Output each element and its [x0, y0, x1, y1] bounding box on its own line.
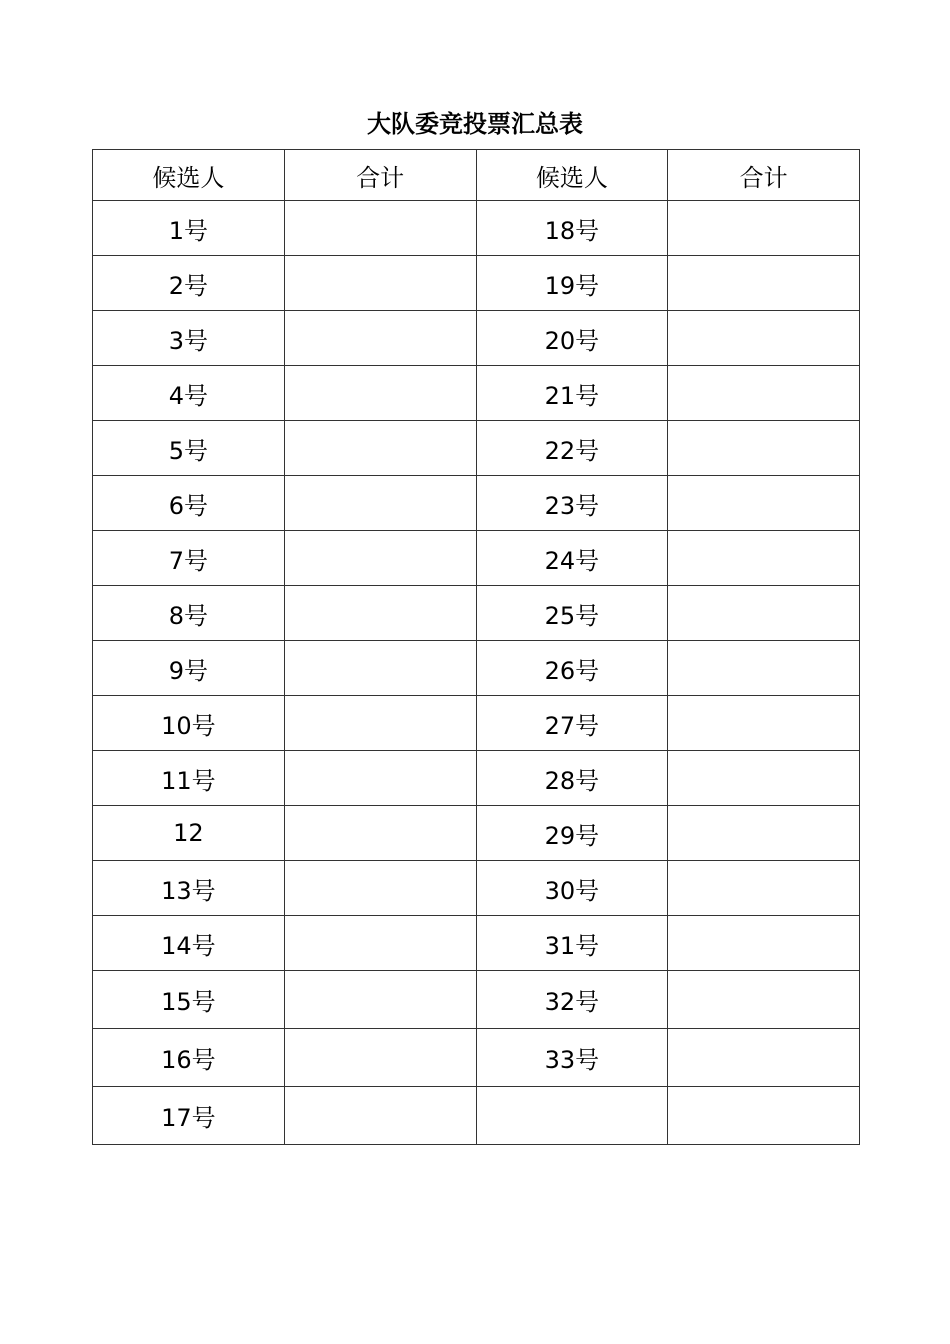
total-cell-left[interactable]	[284, 806, 476, 861]
total-cell-left[interactable]	[284, 366, 476, 421]
candidate-cell-right: 24号	[476, 531, 668, 586]
candidate-cell-left: 12	[93, 806, 285, 861]
total-cell-right[interactable]	[668, 641, 860, 696]
candidate-cell-right: 32号	[476, 971, 668, 1029]
table-row	[93, 1087, 860, 1145]
total-cell-left[interactable]	[284, 641, 476, 696]
total-cell-right[interactable]	[668, 696, 860, 751]
table-row	[93, 971, 860, 1029]
candidate-cell-right: 19号	[476, 256, 668, 311]
candidate-cell-left: 3号	[93, 311, 285, 366]
table-header-row	[93, 150, 860, 201]
table-row	[93, 366, 860, 421]
candidate-cell-right: 18号	[476, 201, 668, 256]
total-cell-right[interactable]	[668, 586, 860, 641]
candidate-cell-left: 6号	[93, 476, 285, 531]
table-row	[93, 256, 860, 311]
total-cell-left[interactable]	[284, 696, 476, 751]
candidate-cell-left: 2号	[93, 256, 285, 311]
total-cell-right[interactable]	[668, 806, 860, 861]
total-cell-left[interactable]	[284, 751, 476, 806]
candidate-cell-right: 30号	[476, 861, 668, 916]
candidate-cell-right: 25号	[476, 586, 668, 641]
total-cell-left[interactable]	[284, 1029, 476, 1087]
total-cell-left[interactable]	[284, 256, 476, 311]
candidate-cell-left: 16号	[93, 1029, 285, 1087]
header-total-right: 合计	[668, 150, 860, 201]
table-row	[93, 861, 860, 916]
candidate-cell-left: 9号	[93, 641, 285, 696]
table-row	[93, 916, 860, 971]
candidate-cell-right	[476, 1087, 668, 1145]
candidate-cell-left: 17号	[93, 1087, 285, 1145]
total-cell-left[interactable]	[284, 311, 476, 366]
header-total-left: 合计	[284, 150, 476, 201]
candidate-cell-left: 13号	[93, 861, 285, 916]
table-row	[93, 806, 860, 861]
total-cell-left[interactable]	[284, 861, 476, 916]
candidate-cell-left: 10号	[93, 696, 285, 751]
candidate-cell-left: 14号	[93, 916, 285, 971]
header-candidate-right: 候选人	[476, 150, 668, 201]
total-cell-right[interactable]	[668, 1029, 860, 1087]
vote-summary-table	[92, 149, 860, 1145]
total-cell-right[interactable]	[668, 256, 860, 311]
table-row	[93, 311, 860, 366]
total-cell-right[interactable]	[668, 421, 860, 476]
total-cell-right[interactable]	[668, 531, 860, 586]
table-row	[93, 421, 860, 476]
total-cell-left[interactable]	[284, 971, 476, 1029]
total-cell-right[interactable]	[668, 861, 860, 916]
total-cell-right[interactable]	[668, 971, 860, 1029]
table-row	[93, 696, 860, 751]
candidate-cell-right: 33号	[476, 1029, 668, 1087]
table-body	[93, 201, 860, 1145]
candidate-cell-right: 22号	[476, 421, 668, 476]
table-row	[93, 476, 860, 531]
candidate-cell-left: 1号	[93, 201, 285, 256]
table-row	[93, 586, 860, 641]
candidate-cell-right: 26号	[476, 641, 668, 696]
candidate-cell-right: 31号	[476, 916, 668, 971]
candidate-cell-left: 8号	[93, 586, 285, 641]
total-cell-right[interactable]	[668, 311, 860, 366]
table-row	[93, 201, 860, 256]
candidate-cell-left: 4号	[93, 366, 285, 421]
candidate-cell-right: 23号	[476, 476, 668, 531]
header-candidate-left: 候选人	[93, 150, 285, 201]
candidate-cell-left: 15号	[93, 971, 285, 1029]
candidate-cell-right: 28号	[476, 751, 668, 806]
total-cell-left[interactable]	[284, 476, 476, 531]
total-cell-right[interactable]	[668, 916, 860, 971]
total-cell-left[interactable]	[284, 1087, 476, 1145]
total-cell-right[interactable]	[668, 751, 860, 806]
total-cell-right[interactable]	[668, 476, 860, 531]
total-cell-left[interactable]	[284, 916, 476, 971]
candidate-cell-left: 7号	[93, 531, 285, 586]
table-row	[93, 531, 860, 586]
total-cell-left[interactable]	[284, 201, 476, 256]
total-cell-right[interactable]	[668, 366, 860, 421]
candidate-cell-right: 20号	[476, 311, 668, 366]
candidate-cell-right: 21号	[476, 366, 668, 421]
table-row	[93, 641, 860, 696]
candidate-cell-right: 27号	[476, 696, 668, 751]
total-cell-right[interactable]	[668, 1087, 860, 1145]
page-title: 大队委竞投票汇总表	[367, 110, 583, 138]
total-cell-left[interactable]	[284, 421, 476, 476]
total-cell-right[interactable]	[668, 201, 860, 256]
total-cell-left[interactable]	[284, 586, 476, 641]
table-row	[93, 1029, 860, 1087]
candidate-cell-left: 11号	[93, 751, 285, 806]
candidate-cell-right: 29号	[476, 806, 668, 861]
table-row	[93, 751, 860, 806]
candidate-cell-left: 5号	[93, 421, 285, 476]
total-cell-left[interactable]	[284, 531, 476, 586]
